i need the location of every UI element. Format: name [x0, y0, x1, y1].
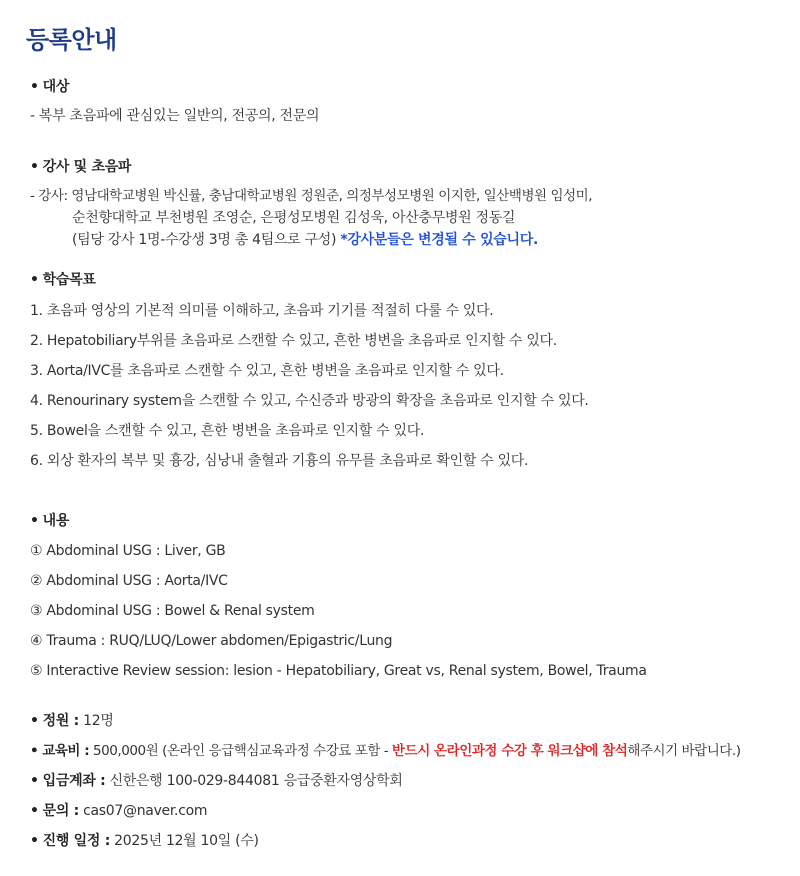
- goal-item: 4. Renourinary system을 스캔할 수 있고, 수신증과 방광의 확장을 초음파로 인지할 수 있다.: [30, 393, 589, 409]
- fee-tail: 해주시기 바랍니다.): [627, 743, 741, 759]
- instructors-heading: [30, 158, 131, 176]
- bullet-icon: •: [30, 743, 39, 759]
- capacity-label: 정원 :: [42, 713, 79, 729]
- capacity-row: [30, 712, 114, 730]
- instructors-line-3: [72, 231, 538, 249]
- fee-value: 500,000원 (온라인 응급핵심교육과정 수강료 포함 -: [89, 743, 393, 759]
- schedule-label: 진행 일정 :: [42, 833, 110, 849]
- fee-label: 교육비 :: [42, 743, 90, 759]
- content-item: ④ Trauma : RUQ/LUQ/Lower abdomen/Epigastric/Lung: [30, 633, 393, 649]
- content-item: ② Abdominal USG : Aorta/IVC: [30, 573, 228, 589]
- content-heading-label: 내용: [42, 513, 70, 529]
- schedule-row: [30, 832, 259, 850]
- bullet-icon: •: [30, 513, 39, 529]
- bullet-icon: •: [30, 833, 39, 849]
- goals-heading-label: 학습목표: [42, 272, 96, 288]
- goal-item: 1. 초음파 영상의 기본적 의미를 이해하고, 초음파 기기를 적절히 다룰 수 있다.: [30, 303, 494, 319]
- goal-item: 3. Aorta/IVC를 초음파로 스캔할 수 있고, 흔한 병변을 초음파로 인지할 수 있다.: [30, 363, 504, 379]
- capacity-value: 12명: [78, 713, 114, 729]
- content-item: ① Abdominal USG : Liver, GB: [30, 543, 226, 559]
- bullet-icon: •: [30, 803, 39, 819]
- team-composition-text: (팀당 강사 1명-수강생 3명 총 4팀으로 구성): [72, 232, 337, 248]
- content-item: ⑤ Interactive Review session: lesion - Hepatobiliary, Great vs, Renal system, Bowel, Trauma: [30, 663, 647, 679]
- instructors-line-2: 순천향대학교 부천병원 조영순, 은평성모병원 김성욱, 아산충무병원 정동길: [72, 210, 516, 226]
- content-heading: [30, 512, 69, 530]
- account-row: [30, 772, 403, 790]
- schedule-value: 2025년 12월 10일 (수): [110, 833, 259, 849]
- target-text: - 복부 초음파에 관심있는 일반의, 전공의, 전문의: [30, 108, 320, 124]
- bullet-icon: •: [30, 79, 39, 95]
- contact-email: cas07@naver.com: [78, 803, 208, 819]
- target-heading: [30, 78, 69, 96]
- fee-row: [30, 742, 741, 760]
- contact-label: 문의 :: [42, 803, 79, 819]
- goals-heading: [30, 271, 96, 289]
- page-title: 등록안내: [26, 26, 117, 54]
- goal-item: 5. Bowel을 스캔할 수 있고, 흔한 병변을 초음파로 인지할 수 있다.: [30, 423, 425, 439]
- instructor-change-note: *강사분들은 변경될 수 있습니다.: [340, 232, 539, 248]
- goal-item: 2. Hepatobiliary부위를 초음파로 스캔할 수 있고, 흔한 병변을 초음파로 인지할 수 있다.: [30, 333, 557, 349]
- bullet-icon: •: [30, 272, 39, 288]
- target-heading-label: 대상: [42, 79, 70, 95]
- goal-item: 6. 외상 환자의 복부 및 흉강, 심낭내 출혈과 기흉의 유무를 초음파로 확인할 수 있다.: [30, 453, 529, 469]
- content-item: ③ Abdominal USG : Bowel & Renal system: [30, 603, 315, 619]
- fee-highlight: 반드시 온라인과정 수강 후 워크샵에 참석: [392, 743, 628, 759]
- bullet-icon: •: [30, 159, 39, 175]
- instructors-heading-label: 강사 및 초음파: [42, 159, 132, 175]
- account-label: 입금계좌 :: [42, 773, 106, 789]
- account-value: 신한은행 100-029-844081 응급중환자영상학회: [105, 773, 403, 789]
- bullet-icon: •: [30, 713, 39, 729]
- bullet-icon: •: [30, 773, 39, 789]
- contact-row: [30, 802, 207, 820]
- instructors-line-1: - 강사: 영남대학교병원 박신률, 충남대학교병원 정원준, 의정부성모병원 이지한, 일산백병원 임성미,: [30, 188, 593, 204]
